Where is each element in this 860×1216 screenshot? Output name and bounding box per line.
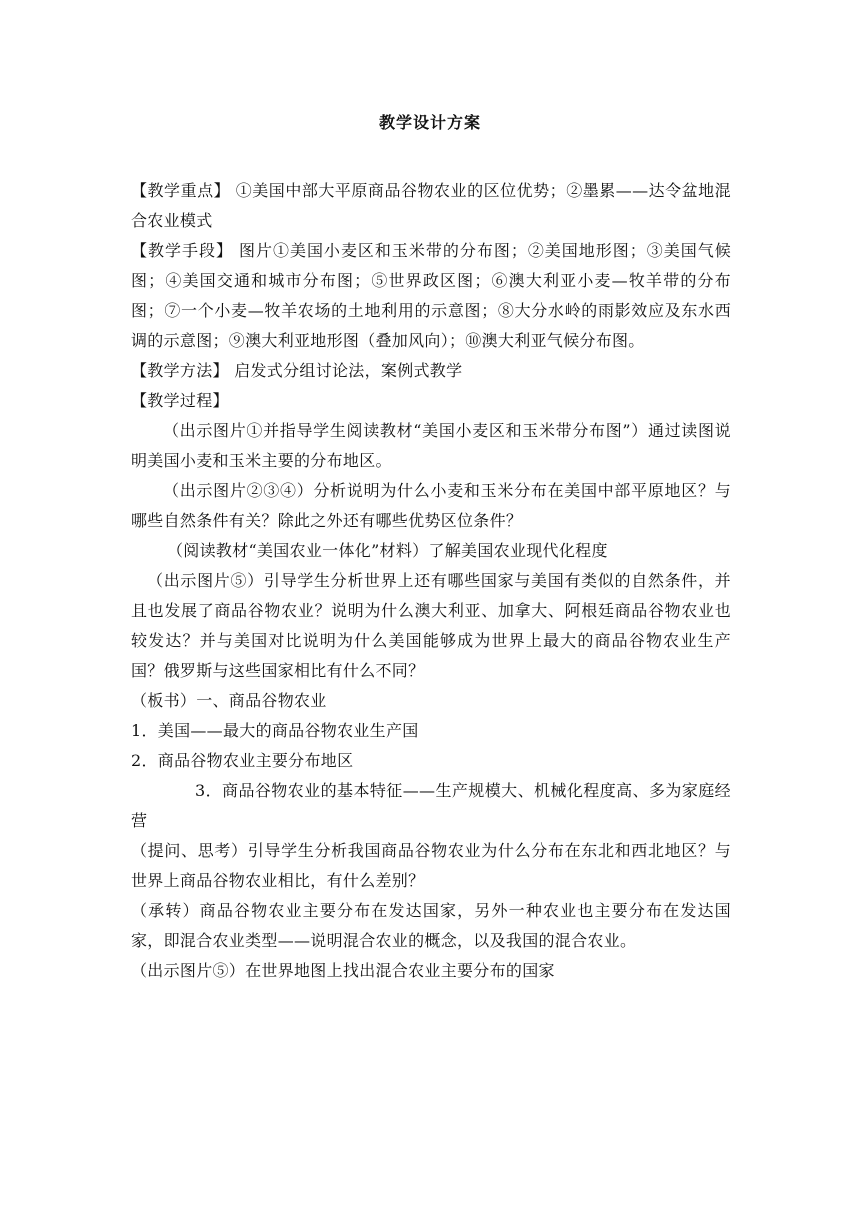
process-paragraph-3: （阅读教材“美国农业一体化”材料）了解美国农业现代化程度	[167, 541, 608, 560]
key-points-paragraph	[131, 176, 731, 236]
teaching-methods-label: 【教学方法】	[131, 361, 229, 380]
document-body	[131, 176, 731, 986]
process-paragraph-5: （提问、思考）引导学生分析我国商品谷物农业为什么分布在东北和西北地区？与世界上商品谷物农业相比，有什么差别？	[131, 841, 731, 890]
board-item-2: 2．商品谷物农业主要分布地区	[131, 751, 354, 770]
board-item-3: 3．商品谷物农业的基本特征——生产规模大、机械化程度高、多为家庭经营	[131, 781, 731, 830]
process-paragraph-2: （出示图片②③④）分析说明为什么小麦和玉米分布在美国中部平原地区？与哪些自然条件有关？除此之外还有哪些优势区位条件？	[131, 481, 731, 530]
teaching-aids-paragraph	[131, 236, 731, 356]
key-points-text: ①美国中部大平原商品谷物农业的区位优势；②墨累——达令盆地混合农业模式	[131, 181, 731, 230]
board-heading: （板书）一、商品谷物农业	[131, 691, 327, 710]
teaching-aids-text: 图片①美国小麦区和玉米带的分布图；②美国地形图；③美国气候图；④美国交通和城市分布图；⑤世界政区图；⑥澳大利亚小麦—牧羊带的分布图；⑦一个小麦—牧羊农场的土地利用的示意图；⑧大分水岭的雨影效应及东水西调的示意图；⑨澳大利亚地形图（叠加风向）；⑩澳大利亚气候分布图。	[131, 241, 731, 350]
teaching-methods-paragraph	[131, 356, 731, 386]
teaching-methods-text: 启发式分组讨论法，案例式教学	[234, 361, 463, 380]
teaching-process-heading: 【教学过程】	[131, 391, 229, 410]
process-paragraph-6: （承转）商品谷物农业主要分布在发达国家，另外一种农业也主要分布在发达国家，即混合农业类型——说明混合农业的概念，以及我国的混合农业。	[131, 901, 731, 950]
process-paragraph-1: （出示图片①并指导学生阅读教材“美国小麦区和玉米带分布图”）通过读图说明美国小麦和玉米主要的分布地区。	[131, 421, 731, 470]
process-paragraph-7: （出示图片⑤）在世界地图上找出混合农业主要分布的国家	[131, 961, 555, 980]
key-points-label: 【教学重点】	[131, 181, 231, 200]
process-paragraph-4: （出示图片⑤）引导学生分析世界上还有哪些国家与美国有类似的自然条件，并且也发展了商品谷物农业？说明为什么澳大利亚、加拿大、阿根廷商品谷物农业也较发达？并与美国对比说明为什么美国能够成为世界上最大的商品谷物农业生产国？俄罗斯与这些国家相比有什么不同？	[131, 571, 731, 680]
document-title: 教学设计方案	[378, 113, 481, 132]
teaching-aids-label: 【教学手段】	[131, 241, 233, 260]
board-item-1: 1．美国——最大的商品谷物农业生产国	[131, 721, 419, 740]
